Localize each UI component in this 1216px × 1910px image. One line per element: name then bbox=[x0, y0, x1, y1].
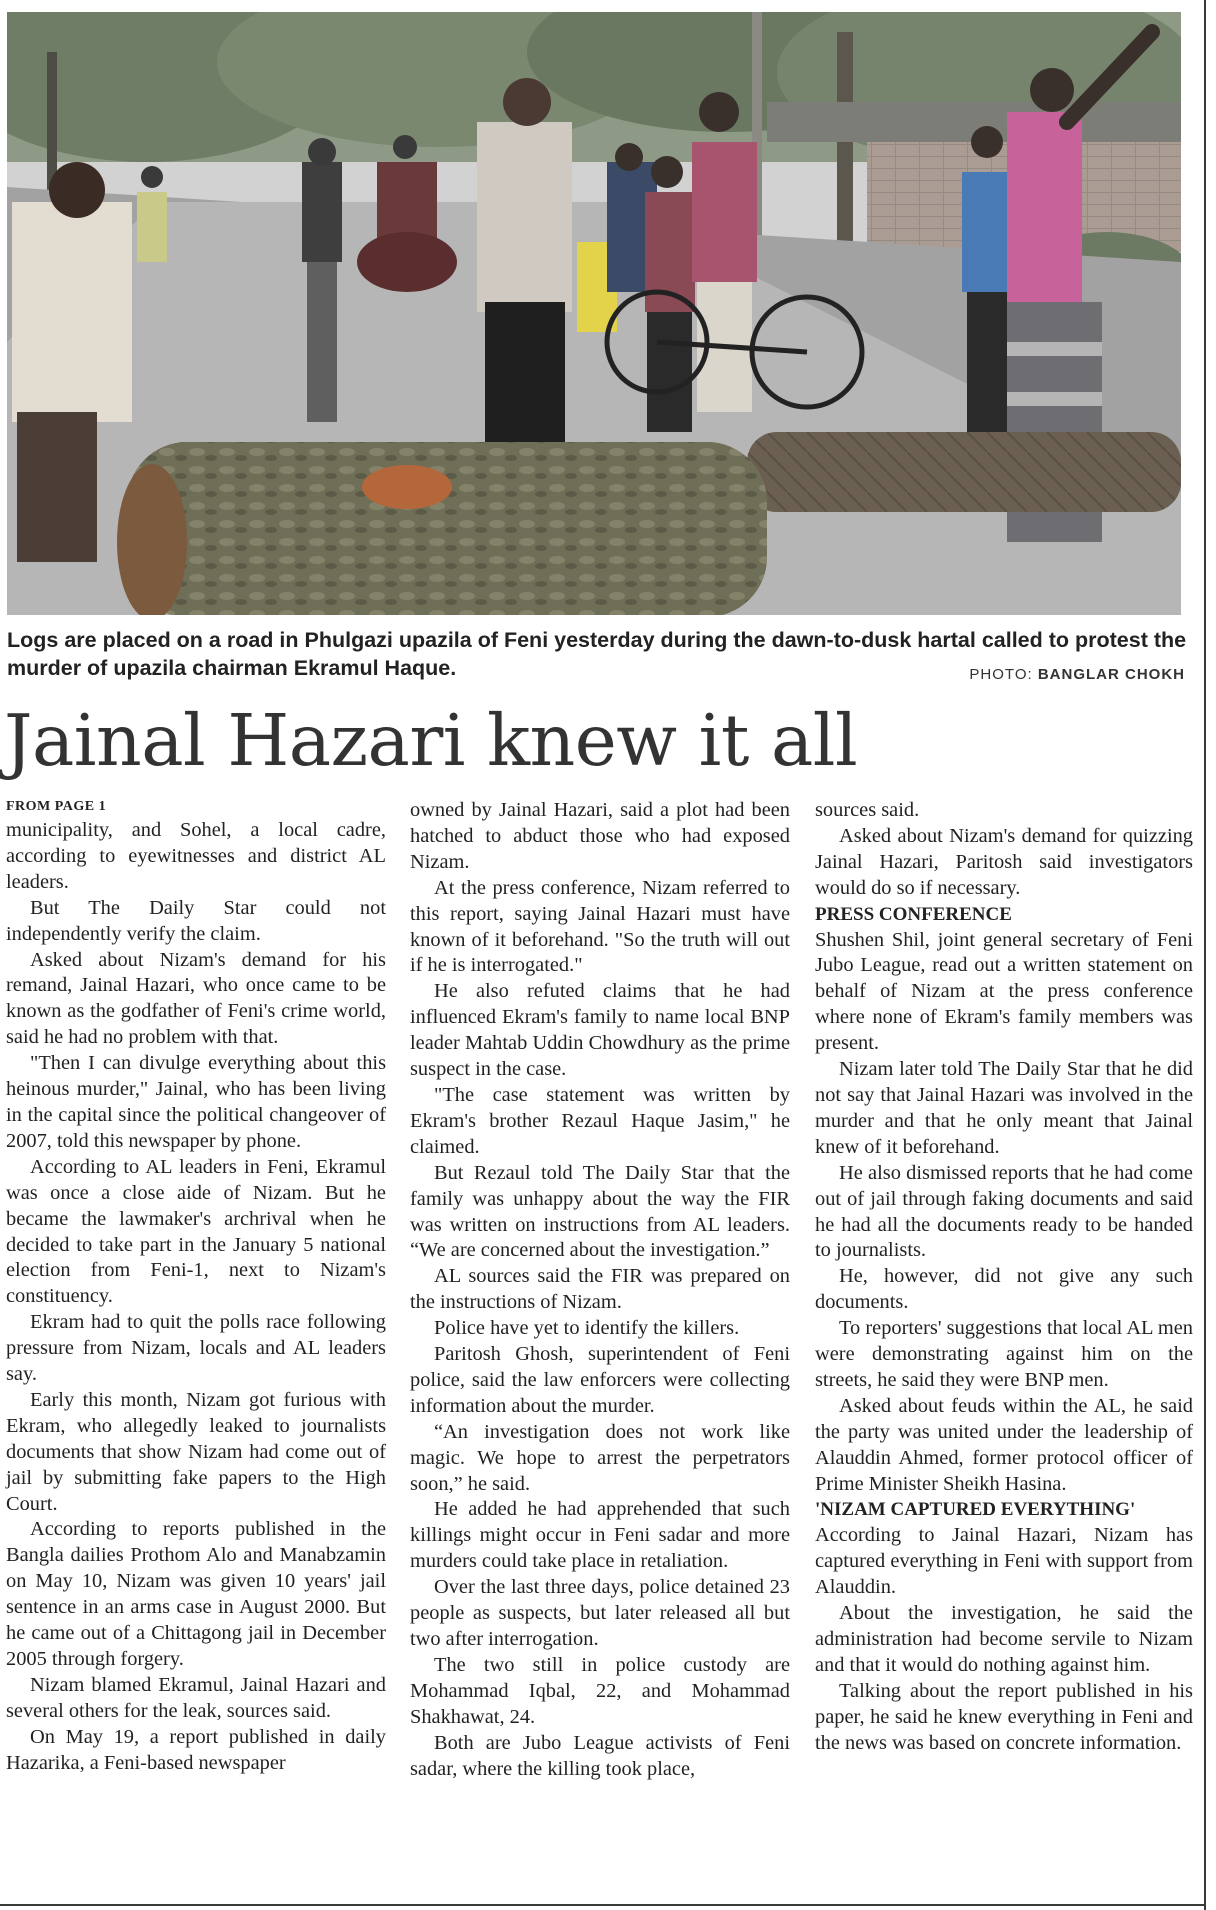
paragraph: He added he had apprehended that such killings might occur in Feni sadar and more murders could take place in retaliation. bbox=[410, 1498, 790, 1573]
continuation-kicker: FROM PAGE 1 bbox=[6, 799, 107, 814]
paragraph: Paritosh Ghosh, superintendent of Feni police, said the law enforcers were collecting information about the murder. bbox=[410, 1343, 790, 1417]
paragraph: "The case statement was written by Ekram's brother Rezaul Haque Jasim," he claimed. bbox=[410, 1083, 790, 1158]
paragraph: AL sources said the FIR was prepared on the instructions of Nizam. bbox=[410, 1265, 790, 1314]
subhead-nizam-captured: 'NIZAM CAPTURED EVERYTHING' bbox=[815, 1499, 1136, 1521]
paragraph: At the press conference, Nizam referred to this report, saying Jainal Hazari must have known of it beforehand. "So the truth will out if he is interrogated." bbox=[410, 876, 790, 977]
photo-caption: Logs are placed on a road in Phulgazi upazila of Feni yesterday during the dawn-to-dusk hartal called to protest the murder of upazila chairman Ekramul Haque. bbox=[7, 628, 1187, 680]
paragraph: On May 19, a report published in daily Hazarika, a Feni-based newspaper bbox=[6, 1725, 386, 1774]
paragraph: Police have yet to identify the killers. bbox=[434, 1317, 740, 1340]
paragraph: He also dismissed reports that he had come out of jail through faking documents and said he had all the documents ready to be handed to journalists. bbox=[815, 1161, 1193, 1262]
paragraph: Shushen Shil, joint general secretary of Feni Jubo League, read out a written statement on behalf of Nizam at the press conference where none of Ekram's family members was present. bbox=[815, 928, 1193, 1055]
paragraph: But The Daily Star could not independently verify the claim. bbox=[6, 896, 386, 945]
subhead-press-conference: PRESS CONFERENCE bbox=[815, 903, 1012, 925]
paragraph: Asked about Nizam's demand for quizzing Jainal Hazari, Paritosh said investigators would do so if necessary. bbox=[815, 824, 1193, 899]
photo-credit-name: BANGLAR CHOKH bbox=[1037, 666, 1185, 683]
headline: Jainal Hazari knew it all bbox=[4, 699, 858, 782]
photo-credit bbox=[969, 666, 1185, 683]
paragraph: Asked about Nizam's demand for his remand, Jainal Hazari, who once came to be known as the godfather of Feni's crime world, said he had no problem with that. bbox=[6, 948, 386, 1049]
photo-credit-label: PHOTO: bbox=[969, 666, 1033, 683]
bottom-border-rule bbox=[0, 1904, 1206, 1906]
paragraph: To reporters' suggestions that local AL men were demonstrating against him on the streets, he said they were BNP men. bbox=[815, 1317, 1193, 1391]
paragraph: According to Jainal Hazari, Nizam has captured everything in Feni with support from Alauddin. bbox=[815, 1524, 1193, 1599]
paragraph: About the investigation, he said the administration had become servile to Nizam and that it would do nothing against him. bbox=[815, 1602, 1193, 1676]
paragraph: Over the last three days, police detained 23 people as suspects, but later released all but two after interrogation. bbox=[410, 1576, 790, 1650]
paragraph: Early this month, Nizam got furious with Ekram, who allegedly leaked to journalists documents that show Nizam had come out of jail by submitting fake papers to the High Court. bbox=[6, 1388, 386, 1515]
paragraph: According to AL leaders in Feni, Ekramul was once a close aide of Nizam. But he became the lawmaker's archrival when he decided to take part in the January 5 national election from Feni-1, next to Nizam's constituency. bbox=[6, 1155, 386, 1308]
paragraph: Nizam blamed Ekramul, Jainal Hazari and several others for the leak, sources said. bbox=[6, 1673, 386, 1722]
paragraph: According to reports published in the Bangla dailies Prothom Alo and Manabzamin on May 10, Nizam was given 10 years' jail sentence in an arms case in August 2000. But he came out of a Chittagong jail in December 2005 through forgery. bbox=[6, 1518, 386, 1670]
paragraph: “An investigation does not work like magic. We hope to arrest the perpetrators soon,” he said. bbox=[410, 1420, 790, 1495]
article-column-1 bbox=[6, 798, 386, 1777]
paragraph: He also refuted claims that he had influenced Ekram's family to name local BNP leader Mahtab Uddin Chowdhury as the prime suspect in the case. bbox=[410, 980, 790, 1081]
news-photo bbox=[7, 12, 1181, 615]
paragraph: But Rezaul told The Daily Star that the family was unhappy about the way the FIR was written on instructions from AL leaders. “We are concerned about the investigation.” bbox=[410, 1161, 790, 1262]
article-column-2 bbox=[410, 798, 790, 1782]
paragraph: Nizam later told The Daily Star that he did not say that Jainal Hazari was involved in the murder and that he only meant that Jainal knew of it beforehand. bbox=[815, 1058, 1193, 1158]
paragraph: Talking about the report published in his paper, he said he knew everything in Feni and the news was based on concrete information. bbox=[815, 1679, 1193, 1754]
paragraph: owned by Jainal Hazari, said a plot had been hatched to abduct those who had exposed Nizam. bbox=[410, 799, 790, 873]
paragraph: sources said. bbox=[815, 799, 920, 821]
paragraph: He, however, did not give any such documents. bbox=[815, 1265, 1193, 1314]
paragraph: "Then I can divulge everything about this heinous murder," Jainal, who has been living in the capital since the political changeover of 2007, told this newspaper by phone. bbox=[6, 1052, 386, 1152]
paragraph: municipality, and Sohel, a local cadre, according to eyewitnesses and district AL leaders. bbox=[6, 819, 386, 893]
paragraph: Ekram had to quit the polls race following pressure from Nizam, locals and AL leaders say. bbox=[6, 1311, 386, 1386]
paragraph: The two still in police custody are Mohammad Iqbal, 22, and Mohammad Shakhawat, 24. bbox=[410, 1653, 790, 1728]
right-border-rule bbox=[1204, 0, 1206, 1910]
paragraph: Asked about feuds within the AL, he said the party was united under the leadership of Alauddin Ahmed, former protocol officer of Prime Minister Sheikh Hasina. bbox=[815, 1394, 1193, 1495]
article-column-3 bbox=[815, 798, 1193, 1757]
road-blockade-photo bbox=[7, 12, 1181, 615]
paragraph: Both are Jubo League activists of Feni sadar, where the killing took place, bbox=[410, 1731, 790, 1780]
